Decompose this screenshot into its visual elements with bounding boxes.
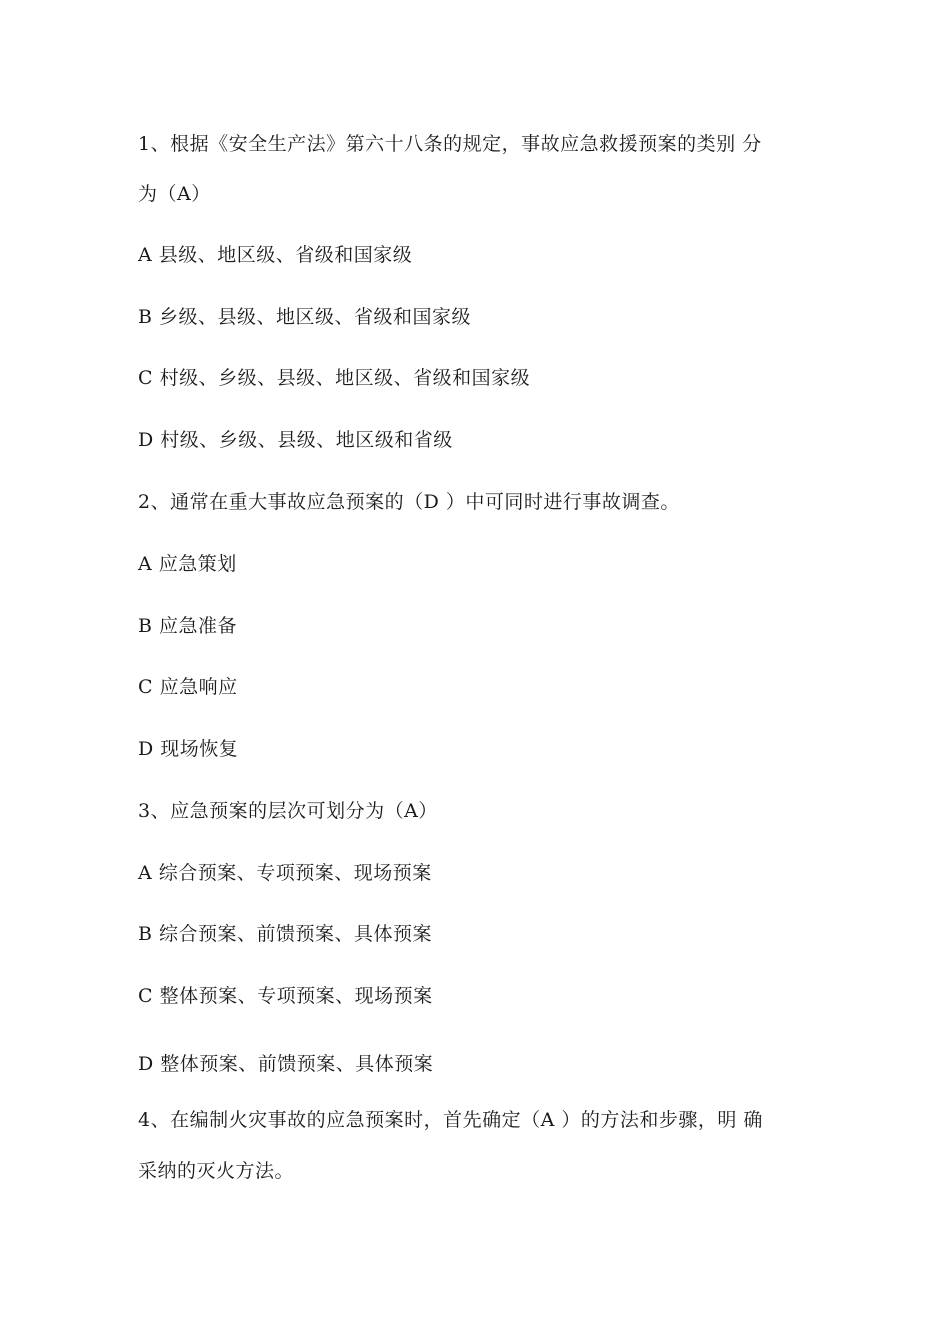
question-1-stem-line-1: 1、根据《安全生产法》第六十八条的规定，事故应急救援预案的类别 分 <box>138 133 762 155</box>
question-2-option-b: B 应急准备 <box>138 615 238 637</box>
question-1-option-c: C 村级、乡级、县级、地区级、省级和国家级 <box>138 367 531 389</box>
question-3-option-a: A 综合预案、专项预案、现场预案 <box>138 862 432 884</box>
question-1-stem-line-2: 为（A） <box>138 183 211 205</box>
question-2-stem: 2、通常在重大事故应急预案的（D ）中可同时进行事故调查。 <box>138 491 680 513</box>
question-4-stem-line-1: 4、在编制火灾事故的应急预案时，首先确定（A ）的方法和步骤，明 确 <box>138 1109 763 1131</box>
question-1-option-a: A 县级、地区级、省级和国家级 <box>138 244 413 266</box>
question-3-stem: 3、应急预案的层次可划分为（A） <box>138 800 438 822</box>
question-3-option-c: C 整体预案、专项预案、现场预案 <box>138 985 433 1007</box>
question-1-option-d: D 村级、乡级、县级、地区级和省级 <box>138 429 453 451</box>
question-2-option-a: A 应急策划 <box>138 553 237 575</box>
question-3-option-d: D 整体预案、前馈预案、具体预案 <box>138 1053 434 1075</box>
question-2-option-c: C 应急响应 <box>138 676 238 698</box>
question-3-option-b: B 综合预案、前馈预案、具体预案 <box>138 923 433 945</box>
question-2-option-d: D 现场恢复 <box>138 738 239 760</box>
question-1-option-b: B 乡级、县级、地区级、省级和国家级 <box>138 306 472 328</box>
question-4-stem-line-2: 采纳的灭火方法。 <box>138 1160 295 1182</box>
